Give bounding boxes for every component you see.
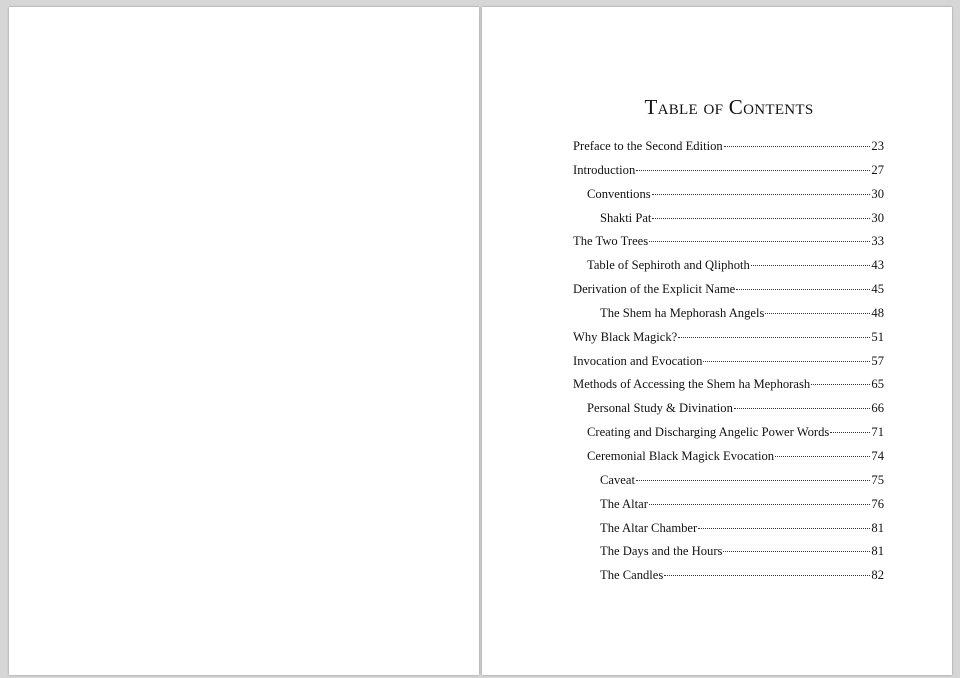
toc-entry[interactable]: [573, 521, 884, 545]
toc-entry-title: Why Black Magick?: [573, 329, 678, 344]
toc-dot-leader: [664, 575, 870, 576]
toc-dot-leader: [765, 313, 870, 314]
toc-page-number: 81: [871, 520, 884, 535]
toc-title: Table of Contents: [644, 95, 814, 119]
toc-list: [573, 139, 884, 592]
toc-entry-title: Conventions: [587, 186, 651, 201]
toc-dot-leader: [751, 265, 871, 266]
toc-entry[interactable]: [573, 187, 884, 211]
toc-page-number: 75: [871, 472, 884, 487]
toc-entry[interactable]: [573, 377, 884, 401]
toc-dot-leader: [636, 170, 870, 171]
toc-entry-title: Ceremonial Black Magick Evocation: [587, 448, 775, 463]
toc-dot-leader: [734, 408, 871, 409]
toc-page-number: 71: [871, 425, 884, 440]
toc-page-number: 30: [871, 186, 884, 201]
toc-entry-title: The Candles: [600, 568, 664, 583]
toc-page-number: 57: [871, 353, 884, 368]
toc-entry-title: Derivation of the Explicit Name: [573, 282, 736, 297]
toc-entry-title: Creating and Discharging Angelic Power Words: [587, 425, 830, 440]
toc-entry[interactable]: [573, 473, 884, 497]
toc-entry-title: The Shem ha Mephorash Angels: [600, 305, 765, 320]
toc-entry[interactable]: [573, 139, 884, 163]
toc-dot-leader: [830, 432, 870, 433]
toc-entry[interactable]: [573, 330, 884, 354]
toc-entry[interactable]: [573, 401, 884, 425]
toc-page-number: 33: [871, 234, 884, 249]
toc-entry[interactable]: [573, 282, 884, 306]
toc-entry[interactable]: [573, 568, 884, 592]
toc-dot-leader: [775, 456, 870, 457]
toc-entry[interactable]: [573, 544, 884, 568]
toc-entry-title: Caveat: [600, 472, 635, 487]
toc-entry[interactable]: [573, 354, 884, 378]
toc-page-number: 30: [871, 210, 884, 225]
toc-dot-leader: [736, 289, 870, 290]
toc-page-number: 45: [871, 282, 884, 297]
toc-page-number: 74: [871, 448, 884, 463]
toc-entry-title: The Two Trees: [573, 234, 649, 249]
toc-page-number: 81: [871, 544, 884, 559]
toc-entry[interactable]: [573, 425, 884, 449]
toc-dot-leader: [698, 528, 870, 529]
toc-entry-title: Personal Study & Divination: [587, 401, 733, 416]
toc-entry[interactable]: [573, 497, 884, 521]
toc-dot-leader: [649, 241, 870, 242]
toc-page-number: 51: [871, 329, 884, 344]
toc-page-number: 27: [871, 162, 884, 177]
toc-entry[interactable]: [573, 234, 884, 258]
toc-entry-title: The Altar Chamber: [600, 520, 698, 535]
toc-page-number: 76: [871, 496, 884, 511]
toc-dot-leader: [678, 337, 870, 338]
toc-entry[interactable]: [573, 306, 884, 330]
left-page: [9, 7, 479, 675]
toc-dot-leader: [652, 218, 870, 219]
toc-dot-leader: [703, 361, 870, 362]
toc-entry[interactable]: [573, 258, 884, 282]
toc-entry[interactable]: [573, 163, 884, 187]
toc-entry-title: The Altar: [600, 496, 648, 511]
toc-dot-leader: [652, 194, 871, 195]
toc-entry[interactable]: [573, 211, 884, 235]
toc-page-number: 65: [871, 377, 884, 392]
toc-dot-leader: [636, 480, 870, 481]
toc-dot-leader: [724, 146, 871, 147]
right-page: [482, 7, 952, 675]
toc-page-number: 43: [871, 258, 884, 273]
toc-entry-title: The Days and the Hours: [600, 544, 723, 559]
toc-entry-title: Introduction: [573, 162, 636, 177]
toc-page-number: 66: [871, 401, 884, 416]
toc-entry-title: Preface to the Second Edition: [573, 139, 723, 153]
toc-entry-title: Shakti Pat: [600, 210, 652, 225]
toc-entry-title: Methods of Accessing the Shem ha Mephorash: [573, 377, 811, 392]
toc-dot-leader: [723, 551, 870, 552]
toc-page-number: 23: [871, 139, 884, 153]
toc-dot-leader: [649, 504, 870, 505]
toc-entry-title: Invocation and Evocation: [573, 353, 703, 368]
toc-entry-title: Table of Sephiroth and Qliphoth: [587, 258, 750, 273]
toc-page-number: 82: [871, 568, 884, 583]
toc-page-number: 48: [871, 305, 884, 320]
toc-dot-leader: [811, 384, 870, 385]
toc-entry[interactable]: [573, 449, 884, 473]
